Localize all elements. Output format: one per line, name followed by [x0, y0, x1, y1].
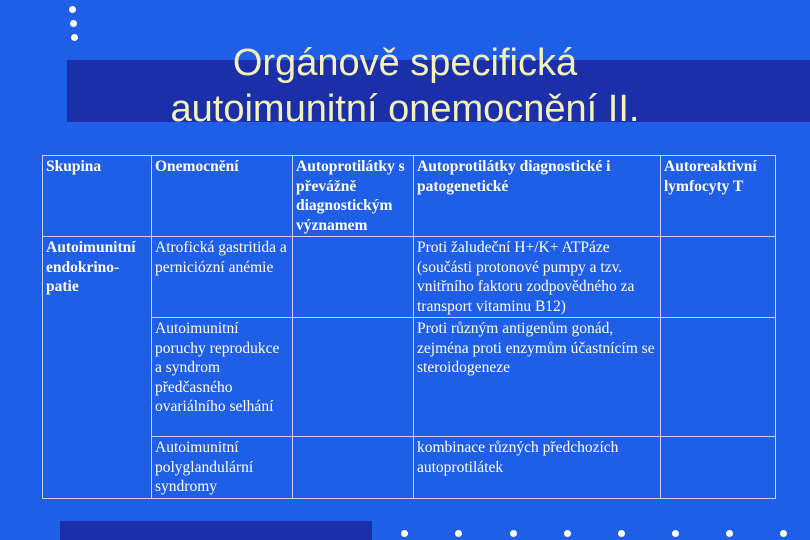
- table-row: [43, 318, 776, 437]
- diag-cell: [293, 318, 414, 437]
- tcell-cell: [661, 437, 776, 499]
- table-row: [43, 437, 776, 499]
- header-diag-autoantibodies: Autoprotilátky s převážně diagnostickým významem: [293, 156, 414, 237]
- disease-cell: Autoimunitní poruchy reprodukce a syndrom předčasného ovariálního selhání: [152, 318, 293, 437]
- diag-cell: [293, 437, 414, 499]
- title-line-2: autoimunitní onemocnění II.: [170, 88, 640, 130]
- disease-cell: Atrofická gastritida a perniciózní anémie: [152, 237, 293, 318]
- dot-icon: [69, 6, 76, 13]
- header-onemocneni: Onemocnění: [152, 156, 293, 237]
- header-t-lymphocytes: Autoreaktivní lymfocyty T: [661, 156, 776, 237]
- patho-cell: Proti žaludeční H+/K+ ATPáze (součásti protonové pumpy a tzv. vnitřního faktoru zodpovědného za transport vitaminu B12): [414, 237, 661, 318]
- diag-cell: [293, 237, 414, 318]
- disease-table: [42, 155, 776, 499]
- dot-icon: [780, 530, 787, 537]
- group-cell: Autoimunitní endokrino-patie: [43, 237, 152, 499]
- dot-icon: [455, 530, 462, 537]
- dot-icon: [564, 530, 571, 537]
- table-row: [43, 237, 776, 318]
- dot-icon: [618, 530, 625, 537]
- tcell-cell: [661, 237, 776, 318]
- slide-title: [0, 40, 810, 132]
- table-header-row: [43, 156, 776, 237]
- patho-cell: Proti různým antigenům gonád, zejména proti enzymům účastnícím se steroidogeneze: [414, 318, 661, 437]
- title-line-1: Orgánově specifická: [232, 42, 578, 84]
- dot-icon: [70, 20, 77, 27]
- dot-icon: [726, 530, 733, 537]
- tcell-cell: [661, 318, 776, 437]
- disease-cell: Autoimunitní polyglandulární syndromy: [152, 437, 293, 499]
- footer-band: [60, 521, 372, 540]
- dot-icon: [401, 530, 408, 537]
- patho-cell: kombinace různých předchozích autoprotilátek: [414, 437, 661, 499]
- header-patho-autoantibodies: Autoprotilátky diagnostické i patogenetické: [414, 156, 661, 237]
- dot-icon: [510, 530, 517, 537]
- header-skupina: Skupina: [43, 156, 152, 237]
- dot-icon: [672, 530, 679, 537]
